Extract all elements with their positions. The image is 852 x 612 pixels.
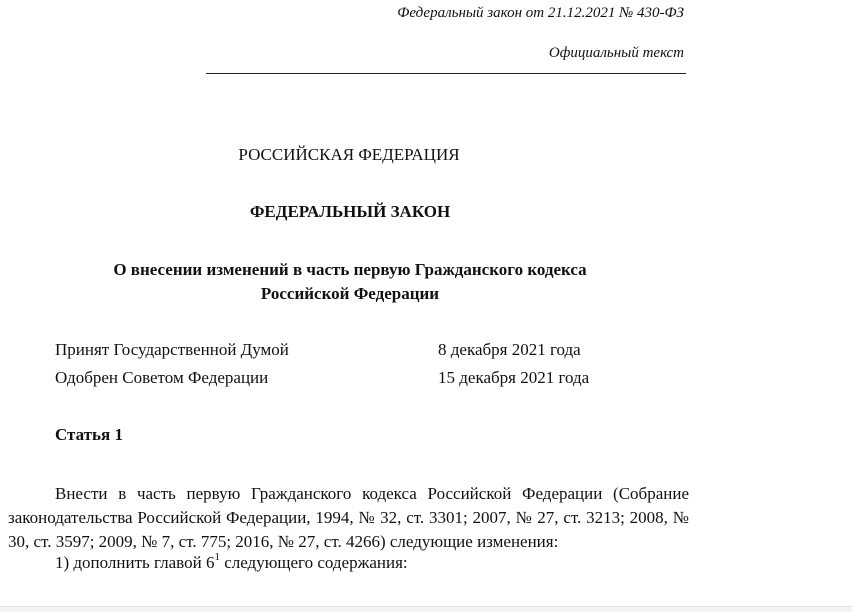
article-paragraph: Внести в часть первую Гражданского кодекса Российской Федерации (Собрание законодательства Российской Федерации, 1994, № 32, ст. 3301; 2007, № 27, ст. 3213; 2008, № 30, ст. 3597; 2009, № 7, ст. 775; 2016, № 27, ст. 4266) следующие изменения: — [8, 484, 689, 551]
list-item-text-suffix: следующего содержания: — [219, 553, 408, 572]
chapter-superscript: 1 — [214, 551, 220, 564]
document-type-heading: ФЕДЕРАЛЬНЫЙ ЗАКОН — [249, 202, 451, 221]
adoption-label: Принят Государственной Думой — [55, 340, 289, 359]
official-text-label: Официальный текст — [548, 45, 684, 61]
adoption-label: Одобрен Советом Федерации — [55, 368, 269, 387]
document-title-line-1: О внесении изменений в часть первую Гражданского кодекса — [113, 260, 587, 279]
list-item — [55, 553, 408, 573]
law-reference-header: Федеральный закон от 21.12.2021 № 430-ФЗ — [397, 5, 684, 21]
header-divider — [206, 73, 686, 74]
document-title-line-2: Российской Федерации — [260, 284, 440, 303]
country-heading: РОССИЙСКАЯ ФЕДЕРАЦИЯ — [238, 145, 460, 164]
page-bottom-edge — [0, 606, 852, 612]
article-heading: Статья 1 — [55, 425, 123, 444]
adoption-date: 8 декабря 2021 года — [438, 340, 581, 359]
list-item-text: 1) дополнить главой 6 — [55, 553, 215, 572]
adoption-date: 15 декабря 2021 года — [438, 368, 590, 387]
